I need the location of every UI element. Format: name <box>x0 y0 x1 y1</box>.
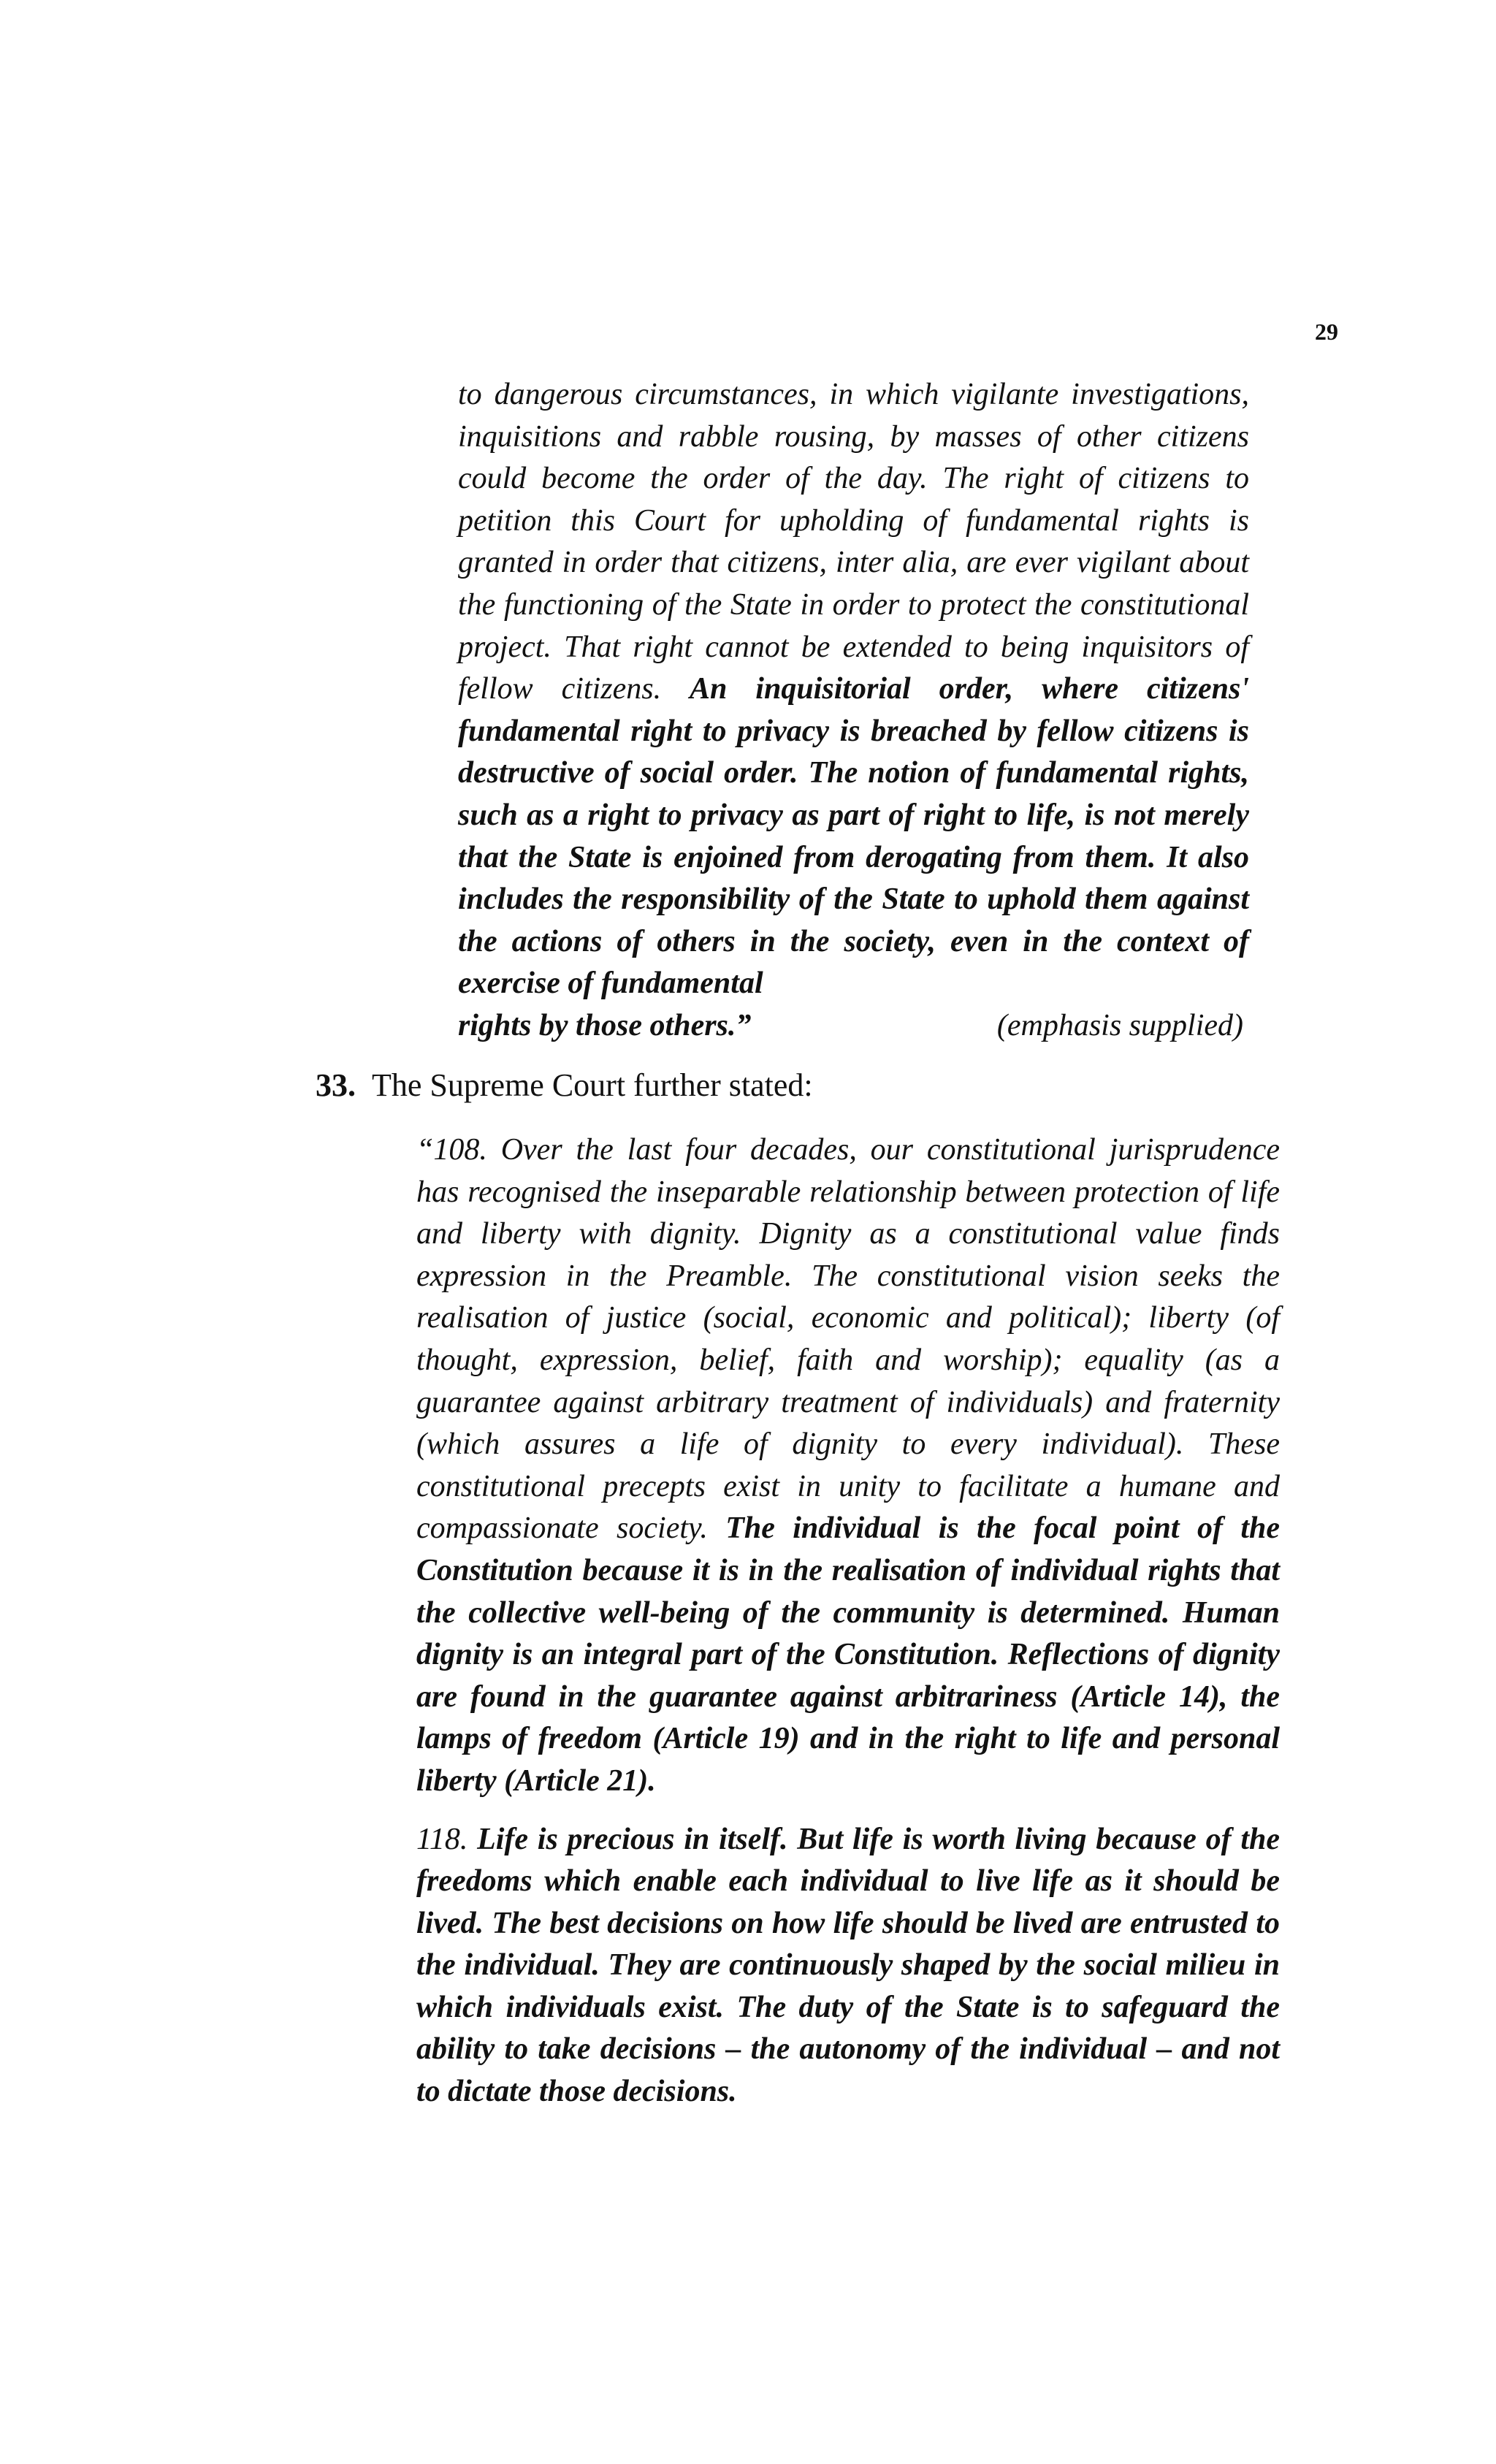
quote-paragraph-118 <box>416 1819 1280 2113</box>
para-118-number: 118. <box>416 1822 478 1856</box>
quote-1-emphasized-text: An inquisitorial order, where citizens' fundamental right to privacy is breached by fellow citizens is destructive of social order. The notion of fundamental rights, such as a right to privacy as part of right to life, is not merely that the State is enjoined from derogating from them. It also includes the responsibility of the State to uphold them against the actions of others in the society, even in the context of exercise of fundamental <box>458 672 1249 1001</box>
quote-1-last-line <box>458 1005 1249 1048</box>
para-108-normal-text: “108. Over the last four decades, our constitutional jurisprudence has recognised the inseparable relationship between protection of life and liberty with dignity. Dignity as a constitutional value finds expression in the Preamble. The constitutional vision seeks the realisation of justice (social, economic and political); liberty (of thought, expression, belief, faith and worship); equality (as a guarantee against arbitrary treatment of individuals) and fraternity (which assures a life of dignity to every individual). These constitutional precepts exist in unity to facilitate a humane and compassionate society. <box>416 1133 1280 1546</box>
page-number: 29 <box>1315 319 1338 345</box>
quoted-passage-2 <box>416 1129 1280 2113</box>
emphasis-supplied-note: (emphasis supplied) <box>996 1008 1243 1042</box>
para-108-emphasized-text: The individual is the focal point of the Constitution because it is in the realisation of individual rights that the collective well-being of the community is determined. Human dignity is an integral part of the Constitution. Reflections of dignity are found in the guarantee against arbitrariness (Article 14), the lamps of freedom (Article 19) and in the right to life and personal liberty (Article 21). <box>416 1511 1280 1798</box>
paragraph-number: 33. <box>316 1067 356 1103</box>
quote-paragraph-108 <box>416 1129 1280 1803</box>
quoted-passage-1 <box>458 374 1249 1048</box>
para-118-emphasized-text: Life is precious in itself. But life is worth living because of the freedoms which enable each individual to live life as it should be lived. The best decisions on how life should be lived are entrusted to the individual. They are continuously shaped by the social milieu in which individuals exist. The duty of the State is to safeguard the ability to take decisions – the autonomy of the individual – and not to dictate those decisions. <box>416 1822 1280 2109</box>
quote-1-normal-text: to dangerous circumstances, in which vigilante investigations, inquisitions and rabble rousing, by masses of other citizens could become the order of the day. The right of citizens to petition this Court for upholding of fundamental rights is granted in order that citizens, inter alia, are ever vigilant about the functioning of the State in order to protect the constitutional project. That right cannot be extended to being inquisitors of fellow citizens. <box>458 378 1249 706</box>
quote-1-emphasized-tail: rights by those others.” <box>458 1008 752 1042</box>
paragraph-33-text: The Supreme Court further stated: <box>372 1067 813 1103</box>
paragraph-33 <box>316 1064 813 1107</box>
